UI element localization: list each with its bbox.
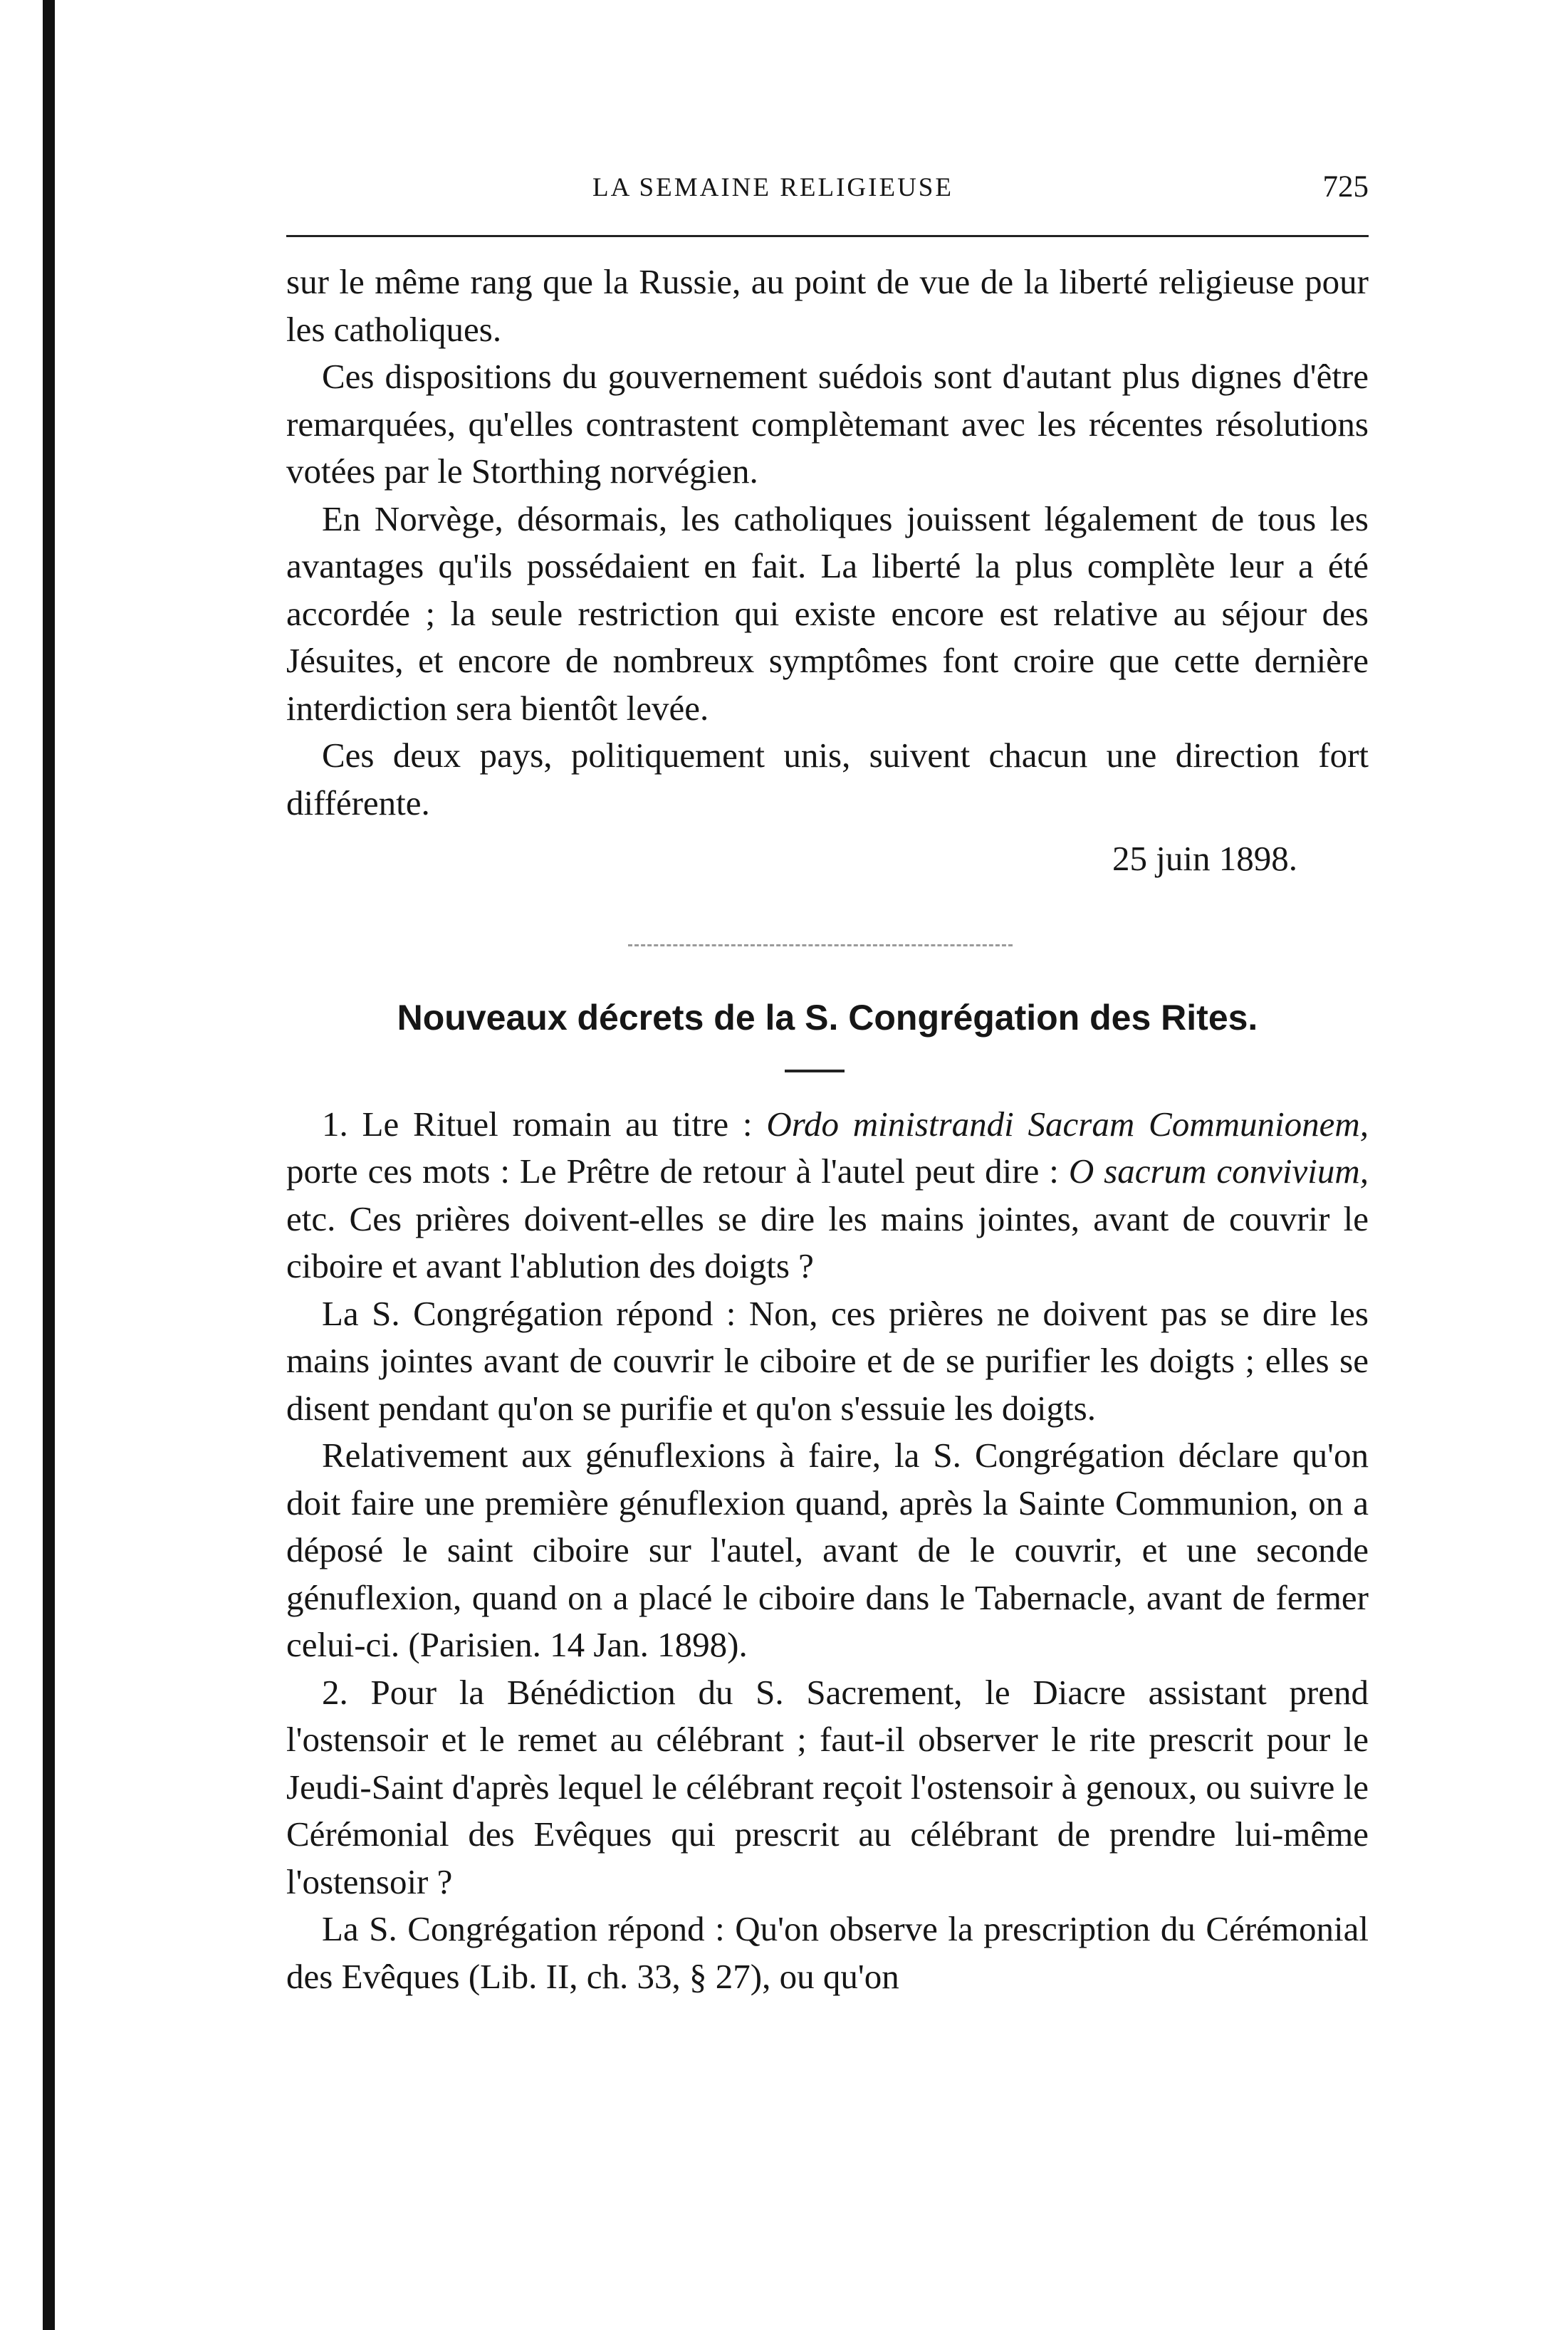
- paragraph: sur le même rang que la Russie, au point de vue de la liberté religieuse pour les catholiques.: [286, 262, 1369, 349]
- question-1-end: etc. Ces prières doivent-elles se dire les mains jointes, avant de couvrir le ciboire et avant l'ablution des doigts ?: [286, 1198, 1369, 1285]
- page-body: [286, 258, 1369, 2000]
- response-1-continued: Relativement aux génuflexions à faire, la S. Congrégation déclare qu'on doit faire une première génuflexion quand, après la Sainte Communion, on a déposé le saint ciboire sur l'autel, avant de le couvrir, et une seconde génuflexion, quand on a placé le ciboire dans le Tabernacle, avant de fermer celui-ci. (Parisien. 14 Jan. 1898).: [286, 1436, 1369, 1664]
- running-title: LA SEMAINE RELIGIEUSE: [592, 173, 953, 202]
- paragraph: Ces dispositions du gouvernement suédois sont d'autant plus dignes d'être remarquées, qu'elles contrastent complètemant avec les récentes résolutions votées par le Storthing norvégien.: [286, 357, 1369, 491]
- title-dash: [286, 1038, 1369, 1101]
- response-2: La S. Congrégation répond : Qu'on observe la prescription du Cérémonial des Evêques (Lib. II, ch. 33, § 27), ou qu'on: [286, 1909, 1369, 1996]
- dateline: 25 juin 1898.: [1112, 839, 1297, 878]
- header-rule: [286, 235, 1369, 237]
- running-header: [286, 169, 1369, 212]
- question-2: 2. Pour la Bénédiction du S. Sacrement, le Diacre assistant prend l'ostensoir et le remet au célébrant ; faut-il observer le rite prescrit pour le Jeudi-Saint d'après lequel le célébrant reçoit l'ostensoir à genoux, ou suivre le Cérémonial des Evêques qui prescrit au célébrant de prendre lui-même l'ostensoir ?: [286, 1672, 1369, 1901]
- question-1-mid: porte ces mots : Le Prêtre de retour à l'autel peut dire :: [286, 1151, 1069, 1191]
- page-number: 725: [1322, 170, 1369, 204]
- paragraph: En Norvège, désormais, les catholiques jouissent légalement de tous les avantages qu'ils possédaient en fait. La liberté la plus complète leur a été accordée ; la seule restriction qui existe encore est relative au séjour des Jésuites, et encore de nombreux symptômes font croire que cette dernière interdiction sera bientôt levée.: [286, 498, 1369, 728]
- book-page: [286, 169, 1369, 1996]
- latin-title: Ordo ministrandi Sacram Communionem,: [766, 1104, 1369, 1144]
- response-1: La S. Congrégation répond : Non, ces prières ne doivent pas se dire les mains jointes avant de couvrir le ciboire et de se purifier les doigts ; elles se disent pendant qu'on se purifie et qu'on s'essuie les doigts.: [286, 1293, 1369, 1428]
- question-1: [286, 1101, 1369, 1290]
- question-1-start: 1. Le Rituel romain au titre :: [322, 1104, 767, 1144]
- section-separator: [286, 883, 1369, 997]
- article-title: Nouveaux décrets de la S. Congrégation des Rites.: [397, 997, 1258, 1038]
- paragraph: Ces deux pays, politiquement unis, suivent chacun une direction fort différente.: [286, 736, 1369, 822]
- latin-prayer: O sacrum convivium,: [1068, 1151, 1369, 1191]
- binding-edge: [43, 0, 55, 2330]
